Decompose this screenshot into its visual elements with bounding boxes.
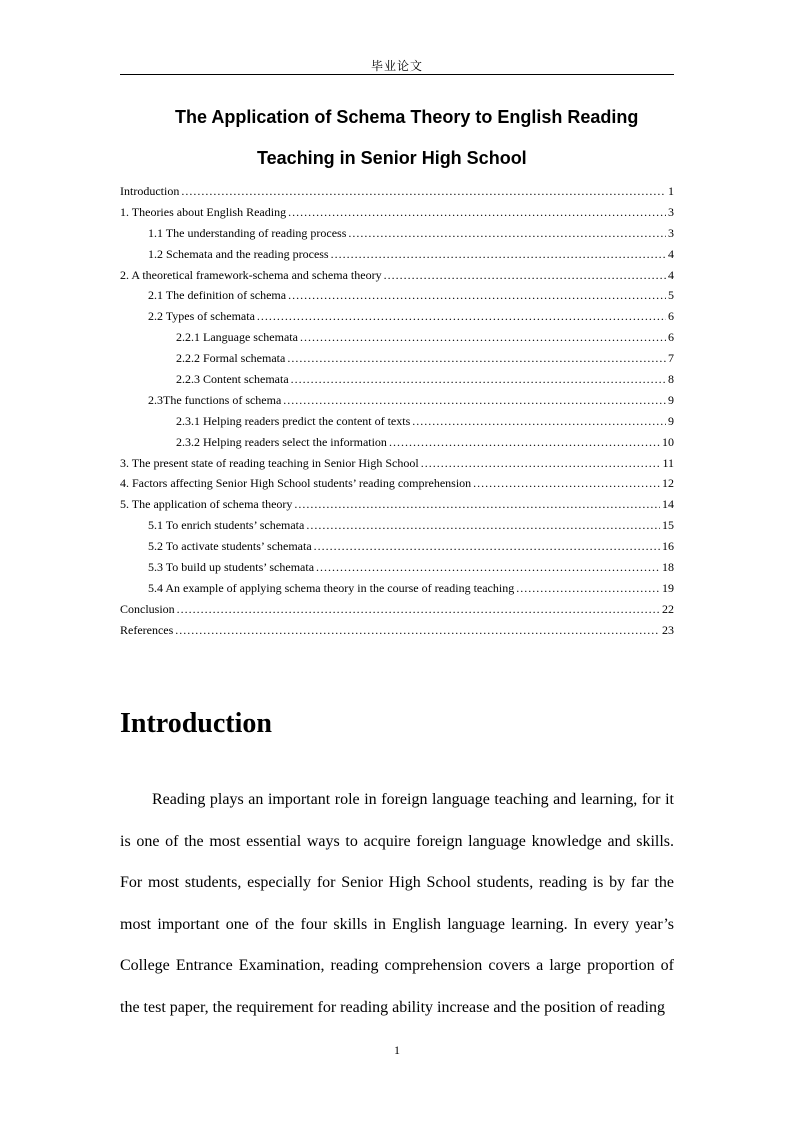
toc-entry[interactable]	[120, 620, 674, 641]
toc-dot-leader	[314, 536, 660, 557]
toc-dot-leader	[421, 453, 661, 474]
toc-entry-label: Introduction	[120, 184, 180, 198]
toc-entry[interactable]	[120, 181, 674, 202]
toc-entry-page: 6	[668, 330, 674, 345]
toc-dot-leader	[175, 620, 660, 641]
section-heading-introduction: Introduction	[120, 708, 272, 739]
toc-entry-page: 5	[668, 288, 674, 303]
toc-dot-leader	[181, 181, 666, 202]
toc-entry-page: 3	[668, 204, 674, 219]
toc-dot-leader	[473, 473, 660, 494]
toc-entry-label: 2.2.2 Formal schemata	[176, 351, 286, 366]
toc-entry-page: 7	[668, 351, 674, 366]
toc-entry-page: 10	[662, 434, 674, 449]
toc-entry-page: 16	[662, 539, 674, 554]
toc-entry-page: 4	[668, 267, 674, 282]
page-number: 1	[394, 1043, 400, 1057]
toc-entry-label: 2. A theoretical framework-schema and schema theory	[120, 267, 382, 282]
toc-entry[interactable]	[120, 578, 674, 599]
toc-entry-page: 11	[662, 455, 674, 470]
toc-entry-page: 18	[662, 560, 674, 575]
toc-entry-label: 2.2.3 Content schemata	[176, 372, 289, 387]
toc-dot-leader	[306, 515, 660, 536]
toc-entry-label: References	[120, 622, 174, 637]
toc-entry[interactable]	[120, 432, 674, 453]
toc-entry-label: 1.2 Schemata and the reading process	[148, 246, 329, 261]
toc-dot-leader	[288, 285, 666, 306]
toc-dot-leader	[516, 578, 660, 599]
running-header: 毕业论文	[370, 59, 423, 73]
introduction-paragraph: Reading plays an important role in foreign language teaching and learning, for it is one of the most essential ways to acquire foreign language knowledge and skills. For most students, especially for Senior High School students, reading is by far the most important one of the four skills in English language learning. In every year’s College Entrance Examination, reading comprehension covers a large proportion of the test paper, the requirement for reading ability increase and the position of reading	[120, 791, 674, 1016]
toc-entry-label: 2.3.2 Helping readers select the information	[176, 434, 387, 449]
toc-entry[interactable]	[120, 223, 674, 244]
toc-entry-label: 2.3.1 Helping readers predict the content of texts	[176, 413, 411, 428]
toc-dot-leader	[384, 265, 666, 286]
toc-entry-page: 6	[668, 309, 674, 324]
header-rule	[120, 74, 674, 75]
toc-entry-label: 1.1 The understanding of reading process	[148, 225, 347, 240]
toc-entry-page: 1	[668, 184, 674, 198]
toc-dot-leader	[316, 557, 660, 578]
toc-entry[interactable]	[120, 348, 674, 369]
toc-entry-label: 5. The application of schema theory	[120, 497, 293, 512]
toc-entry[interactable]	[120, 536, 674, 557]
toc-dot-leader	[348, 223, 666, 244]
toc-entry-label: 1. Theories about English Reading	[120, 204, 287, 219]
toc-entry-label: 2.3The functions of schema	[148, 392, 282, 407]
toc-entry-page: 15	[662, 518, 674, 533]
toc-entry-label: 5.1 To enrich students’ schemata	[148, 518, 305, 533]
toc-entry-page: 22	[662, 601, 674, 616]
toc-entry-page: 19	[662, 580, 674, 595]
toc-dot-leader	[331, 244, 666, 265]
toc-entry[interactable]	[120, 285, 674, 306]
toc-entry-page: 9	[668, 413, 674, 428]
document-title-line-1: The Application of Schema Theory to English Reading	[175, 107, 639, 127]
toc-entry-label: 3. The present state of reading teaching in Senior High School	[120, 455, 419, 470]
toc-dot-leader	[177, 599, 660, 620]
toc-entry-label: 5.4 An example of applying schema theory in the course of reading teaching	[148, 580, 515, 595]
toc-entry[interactable]	[120, 265, 674, 286]
toc-dot-leader	[300, 327, 666, 348]
toc-entry-label: 2.2 Types of schemata	[148, 309, 255, 324]
toc-entry[interactable]	[120, 411, 674, 432]
toc-entry[interactable]	[120, 557, 674, 578]
toc-entry[interactable]	[120, 473, 674, 494]
toc-entry-label: 5.2 To activate students’ schemata	[148, 539, 312, 554]
toc-entry[interactable]	[120, 390, 674, 411]
toc-entry-page: 23	[662, 622, 674, 637]
toc-entry[interactable]	[120, 244, 674, 265]
toc-dot-leader	[288, 202, 666, 223]
toc-entry[interactable]	[120, 327, 674, 348]
toc-entry-label: 2.2.1 Language schemata	[176, 330, 298, 345]
toc-dot-leader	[287, 348, 666, 369]
toc-entry-page: 4	[668, 246, 674, 261]
table-of-contents	[120, 181, 674, 641]
toc-entry[interactable]	[120, 202, 674, 223]
toc-entry-page: 9	[668, 392, 674, 407]
toc-entry[interactable]	[120, 453, 674, 474]
toc-entry-page: 3	[668, 225, 674, 240]
toc-entry-label: 5.3 To build up students’ schemata	[148, 560, 315, 575]
toc-entry[interactable]	[120, 599, 674, 620]
document-title-line-2: Teaching in Senior High School	[257, 148, 527, 168]
toc-entry-page: 12	[662, 476, 674, 491]
toc-dot-leader	[283, 390, 666, 411]
toc-entry[interactable]	[120, 306, 674, 327]
toc-entry[interactable]	[120, 515, 674, 536]
toc-entry-label: Conclusion	[120, 601, 175, 616]
toc-entry[interactable]	[120, 369, 674, 390]
toc-dot-leader	[257, 306, 666, 327]
toc-dot-leader	[291, 369, 666, 390]
toc-entry-label: 4. Factors affecting Senior High School students’ reading comprehension	[120, 476, 472, 491]
toc-dot-leader	[412, 411, 666, 432]
toc-entry-label: 2.1 The definition of schema	[148, 288, 287, 303]
toc-dot-leader	[294, 494, 660, 515]
toc-entry[interactable]	[120, 494, 674, 515]
toc-entry-page: 8	[668, 372, 674, 387]
toc-entry-page: 14	[662, 497, 674, 512]
toc-dot-leader	[389, 432, 660, 453]
